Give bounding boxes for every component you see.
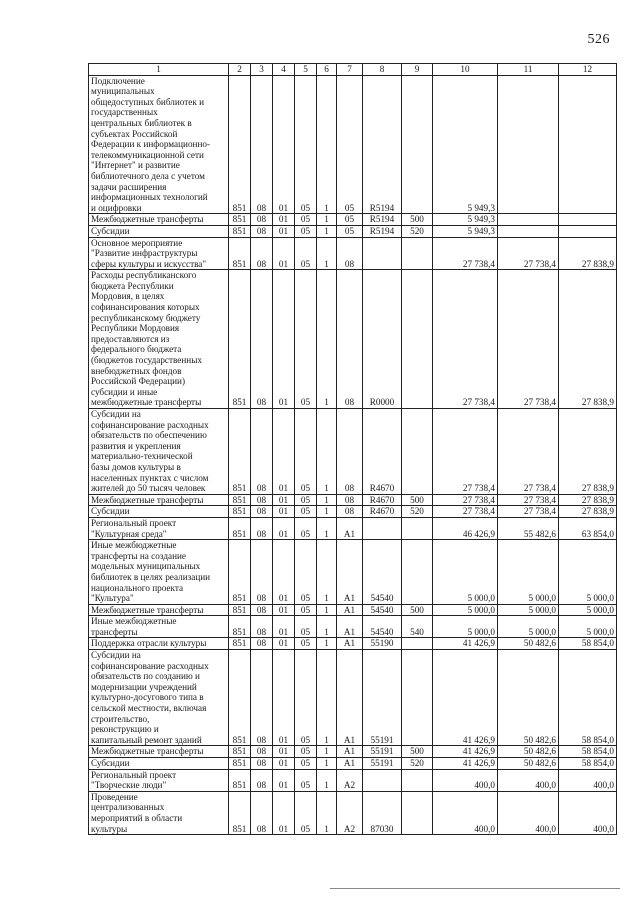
- cell-amount-year2: 27 738,4: [498, 409, 559, 495]
- cell-subprogram: 1: [317, 638, 337, 650]
- cell-event: A1: [337, 517, 363, 539]
- cell-amount-year2: 27 738,4: [498, 237, 559, 270]
- cell-expense-type: [402, 409, 433, 495]
- cell-amount-year3: 5 000,0: [559, 616, 617, 638]
- bottom-rule: [330, 888, 620, 889]
- cell-expense-type: [402, 270, 433, 409]
- cell-subsection: 01: [273, 75, 295, 214]
- cell-target-article: 55191: [363, 650, 402, 746]
- cell-subprogram: 1: [317, 270, 337, 409]
- cell-subprogram: 1: [317, 494, 337, 506]
- budget-table: [88, 63, 617, 835]
- cell-amount-year2: 27 738,4: [498, 506, 559, 518]
- column-header: 11: [498, 64, 559, 76]
- cell-target-article: 55190: [363, 638, 402, 650]
- cell-amount-year3: 27 838,9: [559, 237, 617, 270]
- cell-amount-year1: 27 738,4: [433, 409, 498, 495]
- cell-section: 08: [251, 494, 273, 506]
- cell-subprogram: 1: [317, 409, 337, 495]
- cell-item-name: Межбюджетные трансферты: [89, 746, 229, 758]
- table-row: [89, 214, 617, 226]
- cell-event: 08: [337, 494, 363, 506]
- cell-program: 05: [295, 214, 317, 226]
- cell-section: 08: [251, 758, 273, 770]
- cell-admin-code: 851: [229, 616, 251, 638]
- table-row: [89, 517, 617, 539]
- cell-subsection: 01: [273, 650, 295, 746]
- cell-section: 08: [251, 517, 273, 539]
- cell-program: 05: [295, 237, 317, 270]
- cell-event: A2: [337, 769, 363, 791]
- cell-amount-year1: 27 738,4: [433, 237, 498, 270]
- cell-target-article: R5194: [363, 75, 402, 214]
- cell-target-article: 54540: [363, 604, 402, 616]
- cell-amount-year3: [559, 214, 617, 226]
- cell-subsection: 01: [273, 791, 295, 834]
- cell-expense-type: [402, 75, 433, 214]
- cell-expense-type: [402, 540, 433, 605]
- cell-program: 05: [295, 409, 317, 495]
- cell-amount-year1: 5 949,3: [433, 75, 498, 214]
- cell-amount-year2: 50 482,6: [498, 650, 559, 746]
- cell-section: 08: [251, 616, 273, 638]
- cell-target-article: [363, 237, 402, 270]
- table-row: [89, 650, 617, 746]
- cell-amount-year3: 5 000,0: [559, 604, 617, 616]
- cell-program: 05: [295, 604, 317, 616]
- table-row: [89, 758, 617, 770]
- cell-section: 08: [251, 270, 273, 409]
- cell-subprogram: 1: [317, 540, 337, 605]
- cell-amount-year2: [498, 75, 559, 214]
- cell-amount-year2: 5 000,0: [498, 604, 559, 616]
- column-header: 2: [229, 64, 251, 76]
- cell-target-article: R5194: [363, 214, 402, 226]
- cell-expense-type: [402, 638, 433, 650]
- cell-amount-year1: 400,0: [433, 769, 498, 791]
- cell-amount-year1: 41 426,9: [433, 650, 498, 746]
- cell-event: 05: [337, 225, 363, 237]
- cell-subsection: 01: [273, 517, 295, 539]
- cell-program: 05: [295, 746, 317, 758]
- cell-subprogram: 1: [317, 769, 337, 791]
- cell-expense-type: [402, 791, 433, 834]
- cell-subsection: 01: [273, 494, 295, 506]
- cell-program: 05: [295, 506, 317, 518]
- cell-amount-year1: 27 738,4: [433, 506, 498, 518]
- cell-expense-type: [402, 650, 433, 746]
- cell-target-article: 87030: [363, 791, 402, 834]
- cell-target-article: 55191: [363, 746, 402, 758]
- cell-amount-year3: 63 854,0: [559, 517, 617, 539]
- page-number: 526: [587, 32, 610, 47]
- column-header: 5: [295, 64, 317, 76]
- cell-item-name: Субсидии на софинансирование расходных обязательств по обеспечению развития и укрепления материально-технической базы домов культуры в населенных пунктах с числом жителей до 50 тысяч человек: [89, 409, 229, 495]
- cell-target-article: 54540: [363, 616, 402, 638]
- cell-target-article: 54540: [363, 540, 402, 605]
- cell-target-article: R5194: [363, 225, 402, 237]
- cell-event: 05: [337, 75, 363, 214]
- column-header: 1: [89, 64, 229, 76]
- cell-subprogram: 1: [317, 75, 337, 214]
- table-row: [89, 540, 617, 605]
- cell-item-name: Межбюджетные трансферты: [89, 604, 229, 616]
- table-row: [89, 237, 617, 270]
- cell-target-article: 55191: [363, 758, 402, 770]
- table-row: [89, 791, 617, 834]
- cell-item-name: Субсидии: [89, 225, 229, 237]
- cell-item-name: Субсидии: [89, 758, 229, 770]
- cell-event: 05: [337, 214, 363, 226]
- cell-expense-type: 500: [402, 214, 433, 226]
- cell-expense-type: [402, 517, 433, 539]
- cell-admin-code: 851: [229, 506, 251, 518]
- cell-amount-year2: 50 482,6: [498, 746, 559, 758]
- cell-amount-year3: 58 854,0: [559, 638, 617, 650]
- cell-admin-code: 851: [229, 270, 251, 409]
- cell-section: 08: [251, 769, 273, 791]
- cell-subprogram: 1: [317, 791, 337, 834]
- cell-amount-year1: 5 000,0: [433, 540, 498, 605]
- cell-amount-year2: 400,0: [498, 791, 559, 834]
- cell-amount-year3: 27 838,9: [559, 270, 617, 409]
- cell-amount-year2: 27 738,4: [498, 494, 559, 506]
- cell-amount-year1: 41 426,9: [433, 758, 498, 770]
- cell-amount-year3: [559, 225, 617, 237]
- cell-program: 05: [295, 769, 317, 791]
- cell-amount-year3: 27 838,9: [559, 409, 617, 495]
- cell-amount-year1: 5 000,0: [433, 616, 498, 638]
- cell-admin-code: 851: [229, 746, 251, 758]
- cell-target-article: R0000: [363, 270, 402, 409]
- table-row: [89, 604, 617, 616]
- cell-event: A1: [337, 616, 363, 638]
- cell-subsection: 01: [273, 237, 295, 270]
- cell-expense-type: 500: [402, 746, 433, 758]
- cell-section: 08: [251, 540, 273, 605]
- cell-expense-type: 520: [402, 506, 433, 518]
- cell-event: 08: [337, 237, 363, 270]
- cell-subsection: 01: [273, 604, 295, 616]
- cell-target-article: [363, 517, 402, 539]
- cell-amount-year1: 41 426,9: [433, 638, 498, 650]
- cell-admin-code: 851: [229, 638, 251, 650]
- cell-admin-code: 851: [229, 214, 251, 226]
- cell-expense-type: 500: [402, 494, 433, 506]
- cell-subsection: 01: [273, 746, 295, 758]
- cell-item-name: Межбюджетные трансферты: [89, 214, 229, 226]
- cell-expense-type: 520: [402, 758, 433, 770]
- cell-amount-year1: 5 949,3: [433, 214, 498, 226]
- cell-item-name: Подключение муниципальных общедоступных библиотек и государственных центральных библиотек в субъектах Российской Федерации к информационно- телекоммуникационной сети "Интернет" и развитие библиотечного дела с учетом задачи расширения информационных технологий и оцифровки: [89, 75, 229, 214]
- cell-subsection: 01: [273, 769, 295, 791]
- column-header: 9: [402, 64, 433, 76]
- cell-admin-code: 851: [229, 75, 251, 214]
- cell-event: A1: [337, 758, 363, 770]
- cell-event: A2: [337, 791, 363, 834]
- cell-admin-code: 851: [229, 604, 251, 616]
- cell-expense-type: 500: [402, 604, 433, 616]
- cell-section: 08: [251, 237, 273, 270]
- table-row: [89, 409, 617, 495]
- cell-subsection: 01: [273, 758, 295, 770]
- cell-program: 05: [295, 75, 317, 214]
- cell-program: 05: [295, 638, 317, 650]
- cell-event: A1: [337, 638, 363, 650]
- cell-amount-year1: 27 738,4: [433, 270, 498, 409]
- cell-subsection: 01: [273, 638, 295, 650]
- column-header: 6: [317, 64, 337, 76]
- table-row: [89, 75, 617, 214]
- cell-admin-code: 851: [229, 769, 251, 791]
- cell-admin-code: 851: [229, 494, 251, 506]
- cell-admin-code: 851: [229, 517, 251, 539]
- table-row: [89, 616, 617, 638]
- table-row: [89, 494, 617, 506]
- cell-expense-type: [402, 769, 433, 791]
- cell-subprogram: 1: [317, 604, 337, 616]
- cell-subprogram: 1: [317, 225, 337, 237]
- cell-item-name: Поддержка отрасли культуры: [89, 638, 229, 650]
- cell-amount-year1: 5 949,3: [433, 225, 498, 237]
- cell-program: 05: [295, 517, 317, 539]
- cell-target-article: R4670: [363, 409, 402, 495]
- cell-section: 08: [251, 409, 273, 495]
- cell-section: 08: [251, 75, 273, 214]
- cell-program: 05: [295, 791, 317, 834]
- cell-subsection: 01: [273, 540, 295, 605]
- cell-program: 05: [295, 650, 317, 746]
- cell-section: 08: [251, 650, 273, 746]
- cell-event: A1: [337, 650, 363, 746]
- cell-program: 05: [295, 494, 317, 506]
- table-row: [89, 638, 617, 650]
- cell-amount-year3: 58 854,0: [559, 758, 617, 770]
- cell-amount-year3: 5 000,0: [559, 540, 617, 605]
- cell-subsection: 01: [273, 214, 295, 226]
- cell-target-article: R4670: [363, 494, 402, 506]
- cell-section: 08: [251, 638, 273, 650]
- cell-admin-code: 851: [229, 758, 251, 770]
- cell-subsection: 01: [273, 409, 295, 495]
- cell-program: 05: [295, 540, 317, 605]
- table-row: [89, 506, 617, 518]
- cell-amount-year3: [559, 75, 617, 214]
- cell-expense-type: 540: [402, 616, 433, 638]
- cell-item-name: Иные межбюджетные трансферты на создание модельных муниципальных библиотек в целях реализации национального проекта "Культура": [89, 540, 229, 605]
- cell-amount-year3: 58 854,0: [559, 746, 617, 758]
- cell-subsection: 01: [273, 225, 295, 237]
- column-header: 3: [251, 64, 273, 76]
- cell-expense-type: 520: [402, 225, 433, 237]
- table-row: [89, 225, 617, 237]
- table-row: [89, 270, 617, 409]
- cell-item-name: Субсидии на софинансирование расходных обязательств по созданию и модернизации учреждений культурно-досугового типа в сельской местности, включая строительство, реконструкцию и капитальный ремонт зданий: [89, 650, 229, 746]
- cell-admin-code: 851: [229, 409, 251, 495]
- cell-subprogram: 1: [317, 506, 337, 518]
- cell-subsection: 01: [273, 506, 295, 518]
- cell-item-name: Основное мероприятие "Развитие инфраструктуры сферы культуры и искусства": [89, 237, 229, 270]
- cell-subprogram: 1: [317, 650, 337, 746]
- cell-item-name: Проведение централизованных мероприятий в области культуры: [89, 791, 229, 834]
- cell-amount-year3: 58 854,0: [559, 650, 617, 746]
- cell-event: 08: [337, 409, 363, 495]
- cell-program: 05: [295, 616, 317, 638]
- cell-item-name: Межбюджетные трансферты: [89, 494, 229, 506]
- cell-subprogram: 1: [317, 746, 337, 758]
- cell-program: 05: [295, 758, 317, 770]
- cell-item-name: Региональный проект "Творческие люди": [89, 769, 229, 791]
- column-header: 12: [559, 64, 617, 76]
- cell-section: 08: [251, 791, 273, 834]
- cell-item-name: Расходы республиканского бюджета Республики Мордовия, в целях софинансирования которых республиканскому бюджету Республики Мордовия предоставляются из федерального бюджета (бюджетов государственных внебюджетных фондов Российской Федерации) субсидии и иные межбюджетные трансферты: [89, 270, 229, 409]
- cell-target-article: [363, 769, 402, 791]
- cell-amount-year3: 400,0: [559, 769, 617, 791]
- cell-program: 05: [295, 225, 317, 237]
- cell-amount-year2: 5 000,0: [498, 540, 559, 605]
- cell-amount-year3: 400,0: [559, 791, 617, 834]
- cell-amount-year1: 400,0: [433, 791, 498, 834]
- cell-amount-year2: 55 482,6: [498, 517, 559, 539]
- cell-subsection: 01: [273, 270, 295, 409]
- cell-event: 08: [337, 270, 363, 409]
- cell-amount-year1: 46 426,9: [433, 517, 498, 539]
- column-header: 10: [433, 64, 498, 76]
- cell-subprogram: 1: [317, 758, 337, 770]
- cell-amount-year2: 27 738,4: [498, 270, 559, 409]
- cell-amount-year2: 400,0: [498, 769, 559, 791]
- cell-section: 08: [251, 746, 273, 758]
- cell-amount-year1: 27 738,4: [433, 494, 498, 506]
- column-header: 7: [337, 64, 363, 76]
- cell-event: A1: [337, 540, 363, 605]
- cell-amount-year2: [498, 214, 559, 226]
- cell-section: 08: [251, 506, 273, 518]
- cell-event: A1: [337, 604, 363, 616]
- cell-subprogram: 1: [317, 517, 337, 539]
- cell-admin-code: 851: [229, 237, 251, 270]
- table-row: [89, 769, 617, 791]
- cell-subprogram: 1: [317, 616, 337, 638]
- table-row: [89, 746, 617, 758]
- cell-item-name: Региональный проект "Культурная среда": [89, 517, 229, 539]
- cell-amount-year3: 27 838,9: [559, 494, 617, 506]
- cell-section: 08: [251, 604, 273, 616]
- cell-amount-year2: 5 000,0: [498, 616, 559, 638]
- cell-item-name: Субсидии: [89, 506, 229, 518]
- table-body: [89, 75, 617, 835]
- cell-expense-type: [402, 237, 433, 270]
- column-header: 8: [363, 64, 402, 76]
- cell-admin-code: 851: [229, 791, 251, 834]
- column-header: 4: [273, 64, 295, 76]
- cell-subprogram: 1: [317, 237, 337, 270]
- cell-section: 08: [251, 214, 273, 226]
- cell-admin-code: 851: [229, 540, 251, 605]
- cell-event: 08: [337, 506, 363, 518]
- cell-admin-code: 851: [229, 650, 251, 746]
- cell-amount-year1: 41 426,9: [433, 746, 498, 758]
- cell-amount-year2: 50 482,6: [498, 638, 559, 650]
- cell-subsection: 01: [273, 616, 295, 638]
- table-header-row: [89, 64, 617, 76]
- cell-amount-year3: 27 838,9: [559, 506, 617, 518]
- cell-target-article: R4670: [363, 506, 402, 518]
- cell-event: A1: [337, 746, 363, 758]
- cell-section: 08: [251, 225, 273, 237]
- cell-amount-year2: [498, 225, 559, 237]
- cell-amount-year1: 5 000,0: [433, 604, 498, 616]
- cell-subprogram: 1: [317, 214, 337, 226]
- cell-program: 05: [295, 270, 317, 409]
- cell-amount-year2: 50 482,6: [498, 758, 559, 770]
- cell-admin-code: 851: [229, 225, 251, 237]
- cell-item-name: Иные межбюджетные трансферты: [89, 616, 229, 638]
